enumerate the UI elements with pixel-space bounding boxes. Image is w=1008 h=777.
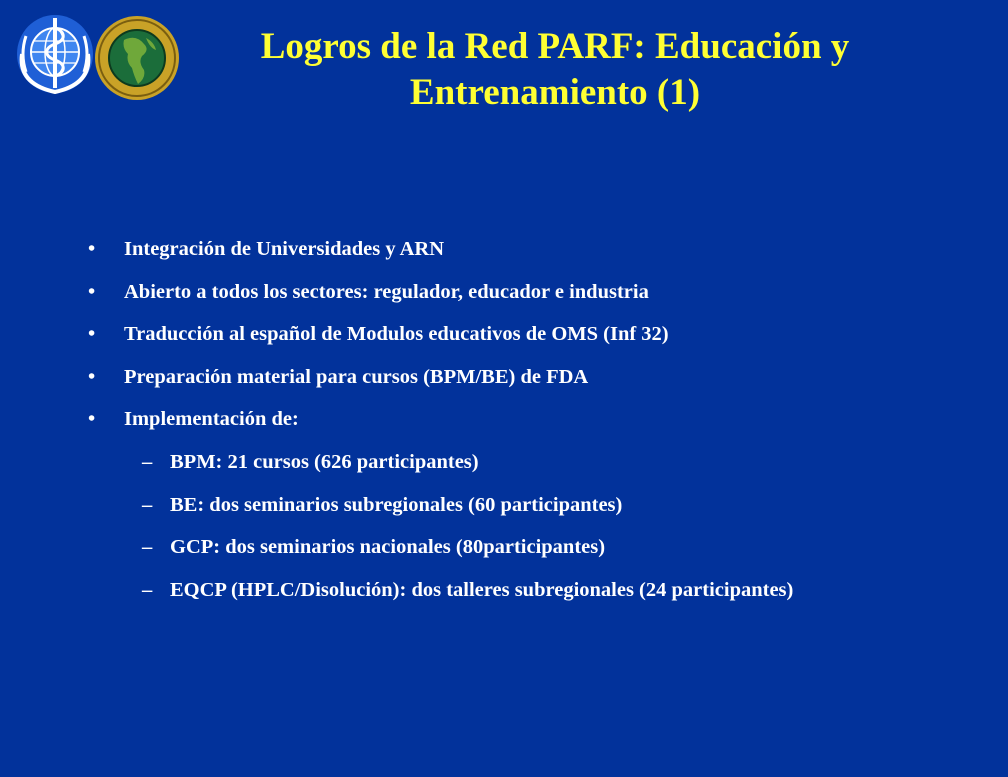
sub-bullet-marker: –: [142, 493, 153, 516]
bullet-text: Traducción al español de Modulos educativos de OMS (Inf 32): [124, 323, 669, 345]
bullet-item: [88, 313, 978, 356]
slide-title: [205, 24, 905, 116]
bullet-list: [88, 228, 978, 441]
sub-bullet-item: [142, 569, 942, 605]
bullet-item: [88, 398, 978, 441]
slide-title-line-2: Entrenamiento (1): [409, 72, 701, 113]
sub-bullet-text: BPM: 21 cursos (626 participantes): [170, 451, 479, 473]
sub-bullet-text: GCP: dos seminarios nacionales (80participantes): [170, 536, 606, 558]
sub-bullet-text: EQCP (HPLC/Disolución): dos talleres subregionales (24 participantes): [170, 578, 794, 601]
logo-group: [16, 14, 168, 106]
bullet-marker: •: [88, 280, 96, 303]
bullet-text: Implementación de:: [124, 408, 299, 430]
slide-title-line-1: Logros de la Red PARF: Educación y: [260, 26, 850, 67]
bullet-marker: •: [88, 365, 96, 388]
who-emblem-logo: [16, 14, 94, 94]
sub-bullet-list: [142, 441, 942, 605]
sub-bullet-marker: –: [142, 578, 153, 601]
bullet-text: Integración de Universidades y ARN: [124, 238, 445, 260]
sub-bullet-marker: –: [142, 451, 153, 473]
sub-bullet-text: BE: dos seminarios subregionales (60 participantes): [170, 493, 623, 516]
bullet-marker: •: [88, 408, 96, 430]
bullet-marker: •: [88, 323, 96, 345]
paho-globe-logo: [94, 14, 180, 102]
sub-bullet-item: [142, 441, 942, 484]
bullet-item: [88, 228, 978, 271]
bullet-item: [88, 271, 978, 314]
sub-bullet-item: [142, 484, 942, 527]
bullet-text: Preparación material para cursos (BPM/BE) de FDA: [124, 365, 589, 388]
bullet-text: Abierto a todos los sectores: regulador, educador e industria: [124, 280, 649, 303]
bullet-marker: •: [88, 238, 96, 260]
bullet-item: [88, 356, 978, 399]
sub-bullet-marker: –: [142, 536, 153, 558]
sub-bullet-item: [142, 526, 942, 569]
